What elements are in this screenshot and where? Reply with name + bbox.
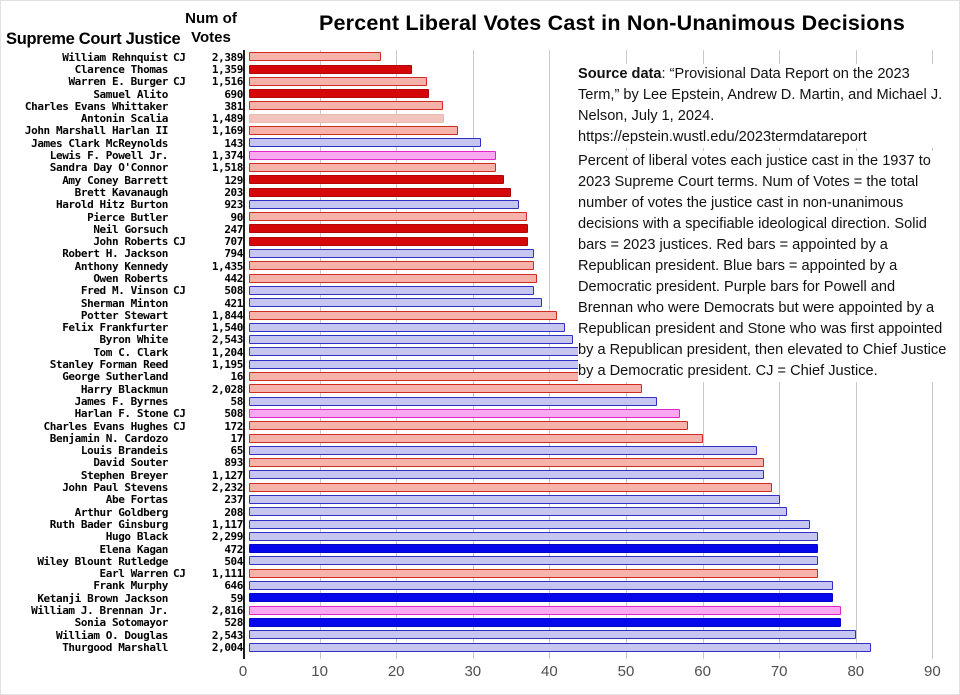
- x-tick-label: 80: [847, 663, 865, 680]
- bar-track: [243, 629, 954, 641]
- justice-name: Clarence Thomas: [74, 62, 168, 76]
- votes-value: 508: [224, 407, 243, 421]
- percent-bar: [249, 495, 780, 504]
- bar-track: [243, 506, 954, 518]
- votes-value: 508: [224, 284, 243, 298]
- column-header-votes-line2: Votes: [191, 29, 231, 46]
- justice-name: John Paul Stevens: [62, 481, 168, 495]
- bar-track: [243, 531, 954, 543]
- votes-value: 59: [230, 591, 243, 605]
- votes-value: 2,232: [211, 481, 243, 495]
- source-note: [578, 64, 954, 148]
- percent-bar: [249, 606, 841, 615]
- votes-value: 58: [230, 394, 243, 408]
- votes-value: 421: [224, 296, 243, 310]
- percent-bar: [249, 175, 504, 184]
- justice-name: James F. Byrnes: [74, 394, 168, 408]
- percent-bar: [249, 458, 764, 467]
- bar-track: [243, 617, 954, 629]
- percent-bar: [249, 126, 458, 135]
- x-tick-label: 90: [924, 663, 941, 680]
- percent-bar: [249, 520, 810, 529]
- bar-track: [243, 555, 954, 567]
- bar-track: [243, 481, 954, 493]
- votes-value: 1,540: [211, 321, 243, 335]
- justice-name: Robert H. Jackson: [62, 247, 168, 261]
- justice-name: Stephen Breyer: [80, 468, 168, 482]
- column-header-votes-line1: Num of: [185, 10, 237, 27]
- justice-name: Wiley Blount Rutledge: [37, 554, 168, 568]
- votes-value: 143: [224, 136, 243, 150]
- votes-value: 472: [224, 542, 243, 556]
- bar-track: [243, 592, 954, 604]
- chart-row: [6, 543, 954, 555]
- justice-name: James Clark McReynolds: [31, 136, 168, 150]
- percent-bar: [249, 532, 818, 541]
- chart-row: [6, 592, 954, 604]
- votes-value: 1,117: [211, 517, 243, 531]
- justice-name: Earl Warren: [99, 567, 168, 581]
- chief-justice-marker: CJ: [173, 407, 186, 421]
- justice-name: Potter Stewart: [80, 308, 168, 322]
- source-note-label: Source data: [578, 66, 662, 82]
- justice-name: Ketanji Brown Jackson: [37, 591, 168, 605]
- chart-row: [6, 481, 954, 493]
- percent-bar: [249, 89, 429, 98]
- percent-bar: [249, 188, 511, 197]
- justice-name: Sonia Sotomayor: [74, 616, 168, 630]
- justice-name: Amy Coney Barrett: [62, 173, 168, 187]
- votes-value: 247: [224, 222, 243, 236]
- justice-name: Arthur Goldberg: [74, 505, 168, 519]
- justice-name: Fred M. Vinson: [80, 284, 168, 298]
- percent-bar: [249, 224, 528, 233]
- percent-bar: [249, 212, 527, 221]
- bar-track: [243, 567, 954, 579]
- votes-value: 1,844: [211, 308, 243, 322]
- justice-name: Pierce Butler: [87, 210, 168, 224]
- justice-name: Thurgood Marshall: [62, 640, 168, 654]
- justice-name: David Souter: [93, 456, 168, 470]
- justice-name: Hugo Black: [105, 530, 168, 544]
- justice-name: Antonin Scalia: [80, 112, 168, 126]
- justice-name: Charles Evans Hughes: [43, 419, 168, 433]
- votes-value: 923: [224, 198, 243, 212]
- x-tick-label: 10: [311, 663, 328, 680]
- votes-value: 129: [224, 173, 243, 187]
- votes-value: 172: [224, 419, 243, 433]
- percent-bar: [249, 581, 833, 590]
- justice-name: Neil Gorsuch: [93, 222, 168, 236]
- percent-bar: [249, 237, 528, 246]
- chart-row: [6, 420, 954, 432]
- chief-justice-marker: CJ: [173, 284, 186, 298]
- percent-bar: [249, 52, 381, 61]
- percent-bar: [249, 569, 818, 578]
- votes-value: 893: [224, 456, 243, 470]
- percent-bar: [249, 163, 496, 172]
- votes-value: 203: [224, 185, 243, 199]
- percent-bar: [249, 286, 534, 295]
- justice-name: Byron White: [99, 333, 168, 347]
- justice-name: Anthony Kennedy: [74, 259, 168, 273]
- percent-bar: [249, 556, 818, 565]
- chief-justice-marker: CJ: [173, 50, 186, 64]
- votes-value: 1,489: [211, 112, 243, 126]
- source-note-text: : “Provisional Data Report on the 2023 Term,” by Lee Epstein, Andrew D. Martin, and Michael J. Nelson, July 1, 2024. https://epstein.wustl.edu/2023termdatareport: [578, 66, 943, 145]
- justice-name: Lewis F. Powell Jr.: [49, 149, 168, 163]
- percent-bar: [249, 151, 496, 160]
- percent-bar: [249, 372, 634, 381]
- chart-title: Percent Liberal Votes Cast in Non-Unanimous Decisions: [318, 11, 906, 35]
- percent-bar: [249, 200, 519, 209]
- percent-bar: [249, 261, 534, 270]
- bar-track: [243, 494, 954, 506]
- justice-name: John Marshall Harlan II: [24, 124, 168, 138]
- justice-name: Sandra Day O'Connor: [49, 161, 168, 175]
- chief-justice-marker: CJ: [173, 419, 186, 433]
- percent-bar: [249, 77, 427, 86]
- justice-name: George Sutherland: [62, 370, 168, 384]
- bar-track: [243, 383, 954, 395]
- justice-name: Elena Kagan: [99, 542, 168, 556]
- justice-name: Charles Evans Whittaker: [24, 99, 168, 113]
- percent-bar: [249, 138, 481, 147]
- votes-value: 2,543: [211, 333, 243, 347]
- bar-track: [243, 408, 954, 420]
- chart-row: [6, 408, 954, 420]
- bar-track: [243, 604, 954, 616]
- column-header-votes: [183, 9, 239, 47]
- bar-track: [243, 580, 954, 592]
- percent-bar: [249, 397, 657, 406]
- bar-track: [243, 518, 954, 530]
- percent-bar: [249, 114, 444, 123]
- percent-bar: [249, 483, 772, 492]
- chart-row: [6, 567, 954, 579]
- votes-value: 794: [224, 247, 243, 261]
- justice-name: Harry Blackmun: [80, 382, 168, 396]
- percent-bar: [249, 311, 557, 320]
- x-tick-label: 20: [387, 663, 405, 680]
- votes-value: 1,204: [211, 345, 243, 359]
- bar-track: [243, 543, 954, 555]
- percent-bar: [249, 409, 680, 418]
- chart-row: [6, 432, 954, 444]
- percent-bar: [249, 101, 443, 110]
- justice-name: Harold Hitz Burton: [55, 198, 168, 212]
- percent-bar: [249, 384, 642, 393]
- chart-row: [6, 641, 954, 653]
- votes-value: 17: [230, 431, 243, 445]
- votes-value: 65: [230, 444, 243, 458]
- percent-bar: [249, 434, 703, 443]
- votes-value: 1,374: [211, 149, 243, 163]
- chief-justice-marker: CJ: [173, 567, 186, 581]
- justice-name: Ruth Bader Ginsburg: [49, 517, 168, 531]
- chart-row: [6, 445, 954, 457]
- x-tick-label: 70: [770, 663, 788, 680]
- votes-value: 381: [224, 99, 243, 113]
- justice-name: Harlan F. Stone: [74, 407, 168, 421]
- votes-value: 237: [224, 493, 243, 507]
- justice-name: Louis Brandeis: [80, 444, 168, 458]
- votes-value: 1,435: [211, 259, 243, 273]
- votes-value: 2,543: [211, 628, 243, 642]
- bar-track: [243, 445, 954, 457]
- percent-bar: [249, 335, 573, 344]
- chart-row: [6, 383, 954, 395]
- justice-name: John Roberts: [93, 235, 168, 249]
- chart-row: [6, 580, 954, 592]
- justice-name: Warren E. Burger: [68, 75, 168, 89]
- bar-track: [243, 395, 954, 407]
- justice-name: Stanley Forman Reed: [49, 358, 168, 372]
- bar-track: [243, 457, 954, 469]
- justice-name: Tom C. Clark: [93, 345, 168, 359]
- chart-row: [6, 629, 954, 641]
- votes-value: 1,518: [211, 161, 243, 175]
- votes-value: 208: [224, 505, 243, 519]
- votes-value: 1,195: [211, 358, 243, 372]
- x-tick-label: 50: [617, 663, 635, 680]
- chart-row: [6, 604, 954, 616]
- percent-bar: [249, 274, 537, 283]
- percent-bar: [249, 65, 412, 74]
- x-tick-label: 60: [694, 663, 711, 680]
- votes-value: 1,516: [211, 75, 243, 89]
- percent-bar: [249, 507, 787, 516]
- votes-value: 2,816: [211, 604, 243, 618]
- percent-bar: [249, 249, 534, 258]
- bar-track: [243, 420, 954, 432]
- chart-row: [6, 494, 954, 506]
- votes-value: 690: [224, 87, 243, 101]
- percent-bar: [249, 470, 764, 479]
- votes-value: 442: [224, 272, 243, 285]
- percent-bar: [249, 630, 856, 639]
- votes-value: 1,359: [211, 62, 243, 76]
- justice-name: Sherman Minton: [80, 296, 168, 310]
- chart-row: [6, 469, 954, 481]
- votes-value: 2,389: [211, 50, 243, 64]
- column-header-justice: Supreme Court Justice: [6, 30, 181, 48]
- votes-value: 2,004: [211, 640, 243, 654]
- justice-name: Abe Fortas: [105, 493, 168, 507]
- percent-bar: [249, 643, 871, 652]
- votes-value: 707: [224, 235, 243, 249]
- justice-name: William Rehnquist: [62, 50, 168, 64]
- justice-name: Frank Murphy: [93, 579, 168, 593]
- justice-name: William O. Douglas: [55, 628, 168, 642]
- justice-name: William J. Brennan Jr.: [31, 604, 168, 618]
- chart-row: [6, 617, 954, 629]
- x-tick-label: 0: [238, 663, 248, 680]
- percent-bar: [249, 593, 833, 602]
- chart-row: [6, 395, 954, 407]
- chart-row: [6, 518, 954, 530]
- description-note: Percent of liberal votes each justice cast in the 1937 to 2023 Supreme Court terms. Num of Votes = the total number of votes the justice cast in non-unanimous decisions with a specifiable ideological direction. Solid bars = 2023 justices. Red bars = appointed by a Republican president. Blue bars = appointed by a Democratic president. Purple bars for Powell and Brennan who were Democrats but were appointed by a Republican president and Stone who was first appointed by a Republican president, then elevated to Chief Justice by a Democratic president. CJ = Chief Justice.: [578, 151, 954, 382]
- chart-row: [6, 555, 954, 567]
- votes-value: 2,028: [211, 382, 243, 396]
- votes-value: 2,299: [211, 530, 243, 544]
- bar-track: [243, 469, 954, 481]
- justice-name: Samuel Alito: [93, 87, 168, 101]
- percent-bar: [249, 360, 603, 369]
- votes-value: 528: [224, 616, 243, 630]
- bar-track: [243, 432, 954, 444]
- percent-bar: [249, 544, 818, 553]
- percent-bar: [249, 421, 688, 430]
- bar-track: [243, 641, 954, 653]
- votes-value: 16: [230, 370, 243, 384]
- votes-value: 646: [224, 579, 243, 593]
- percent-bar: [249, 298, 542, 307]
- percent-bar: [249, 618, 841, 627]
- percent-bar: [249, 446, 757, 455]
- votes-value: 504: [224, 554, 243, 568]
- justice-name: Brett Kavanaugh: [74, 185, 168, 199]
- chief-justice-marker: CJ: [173, 75, 186, 89]
- votes-value: 1,127: [211, 468, 243, 482]
- votes-value: 1,169: [211, 124, 243, 138]
- justice-name: Benjamin N. Cardozo: [49, 431, 168, 445]
- chart-row: [6, 51, 954, 63]
- justice-name: Felix Frankfurter: [62, 321, 168, 335]
- x-tick-label: 40: [541, 663, 558, 680]
- x-tick-label: 30: [464, 663, 482, 680]
- justice-name: Owen Roberts: [93, 272, 168, 285]
- chart-row: [6, 457, 954, 469]
- percent-bar: [249, 323, 565, 332]
- chart-row: [6, 506, 954, 518]
- chart-row: [6, 531, 954, 543]
- votes-value: 90: [230, 210, 243, 224]
- votes-value: 1,111: [211, 567, 243, 581]
- percent-bar: [249, 347, 596, 356]
- bar-track: [243, 51, 954, 63]
- chief-justice-marker: CJ: [173, 235, 186, 249]
